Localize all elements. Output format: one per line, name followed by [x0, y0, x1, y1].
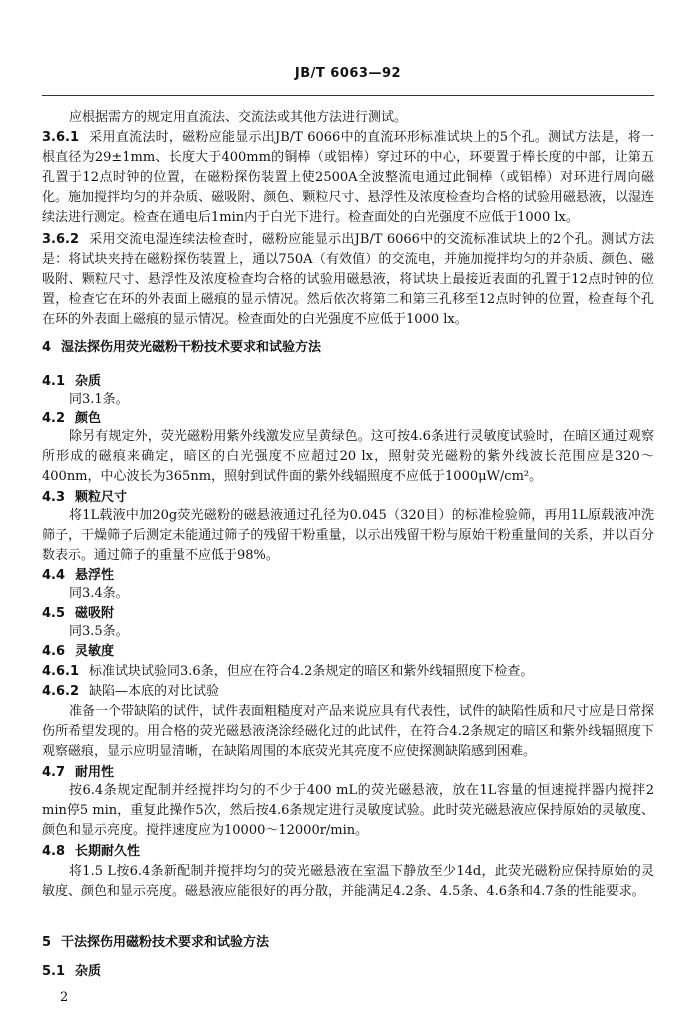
clause-text: 标准试块试验同3.6条，但应在符合4.2条规定的暗区和紫外线辐照度下检查。: [89, 664, 534, 679]
clause-4-2-text: 除另有规定外，荧光磁粉用紫外线激发应呈黄绿色。这可按4.6条进行灵敏度试验时，在暗区通过观察所形成的磁痕来确定，暗区的白光强度不应超过20 lx，照射荧光磁粉的紫外线波长范围应是320～400nm，中心波长为365nm，照射到试件面的紫外线辐照度不应低于1000μW/cm²。: [42, 429, 654, 484]
clause-number: 4.6.1: [42, 664, 80, 679]
header-rule: [42, 95, 654, 96]
section-title: 湿法探伤用荧光磁粉干粉技术要求和试验方法: [61, 340, 322, 355]
clause-4-6-1: [42, 662, 654, 682]
section-title: 干法探伤用磁粉技术要求和试验方法: [61, 935, 270, 950]
clause-4-1-heading: [42, 372, 654, 392]
clause-title: 灵敏度: [75, 644, 115, 659]
clause-text: 采用直流法时，磁粉应能显示出JB/T 6066中的直流环形标准试块上的5个孔。测试方法是，将一根直径为29±1mm、长度大于400mm的铜棒（或铝棒）穿过环的中心，环要置于棒长度的中部，让第五孔置于12点时钟的位置，在磁粉探伤装置上使2500A全波整流电通过此铜棒（或铝棒）对环进行周向磁化。施加搅拌均匀的并杂质、磁吸附、颜色、颗粒尺寸、悬浮性及浓度检查均合格的试验用磁悬液，以湿连续法进行测定。检查在通电后1min内于白光下进行。检查面处的白光强度不应低于1000 lx。: [42, 130, 654, 225]
clause-number: 4.6: [42, 644, 66, 659]
clause-title: 颜色: [75, 411, 102, 426]
clause-title: 杂质: [75, 374, 102, 389]
clause-4-1-text: 同3.1条。: [69, 392, 129, 407]
clause-number: 4.3: [42, 490, 66, 505]
clause-4-3-text: 将1L载液中加20g荧光磁粉的磁悬液通过孔径为0.045（320目）的标准检验筛，再用1L原载液冲洗筛子，干燥筛子后测定未能通过筛子的残留干粉重量，以示出残留干粉与原始干粉重量间的关系，并以百分数表示。通过筛子的重量不应低于98%。: [42, 508, 654, 563]
section-4-heading: [42, 338, 654, 358]
clause-4-7-heading: [42, 763, 654, 783]
clause-number: 4.1: [42, 374, 66, 389]
clause-text: 采用交流电湿连续法检查时，磁粉应能显示出JB/T 6066中的交流标准试块上的2个孔。测试方法是：将试块夹持在磁粉探伤装置上，通以750A（有效值）的交流电，并施加搅拌均匀的并杂质、颜色、磁吸附、颗粒尺寸、悬浮性及浓度检查均合格的试验用磁悬液，将试块上最接近表面的孔置于12点时钟的位置，检查它在环的外表面上磁痕的显示情况。然后依次将第二和第三孔移至12点时钟的位置，检查每个孔在环的外表面上磁痕的显示情况。检查面处的白光强度不应低于1000 lx。: [42, 232, 654, 327]
clause-4-7-text: 按6.4条规定配制并经搅拌均匀的不少于400 mL的荧光磁悬液，放在1L容量的恒速搅拌器内搅拌2 min停5 min，重复此操作5次，然后按4.6条规定进行灵敏度试验。此时荧光磁悬液应保持原始的灵敏度、颜色和显示亮度。搅拌速度应为10000～12000r/min。: [42, 783, 654, 838]
clause-number: 3.6.2: [42, 232, 80, 247]
clause-number: 4.7: [42, 765, 66, 780]
clause-3-6-2: [42, 230, 654, 330]
clause-title: 耐用性: [75, 765, 115, 780]
clause-number: 4.5: [42, 606, 66, 621]
clause-4-6-heading: [42, 642, 654, 662]
clause-4-3-heading: [42, 488, 654, 508]
clause-number: 4.2: [42, 411, 66, 426]
clause-number: 5.1: [42, 964, 66, 979]
standard-number-header: JB/T 6063—92: [294, 66, 402, 81]
page-number: 2: [60, 990, 69, 1005]
clause-title: 磁吸附: [75, 606, 115, 621]
clause-title: 悬浮性: [75, 568, 115, 583]
clause-4-2-heading: [42, 409, 654, 429]
intro-paragraph: 应根据需方的规定用直流法、交流法或其他方法进行测试。: [69, 110, 408, 125]
clause-number: 4.6.2: [42, 684, 80, 699]
clause-number: 4.8: [42, 844, 66, 859]
clause-number: 3.6.1: [42, 130, 80, 145]
clause-4-8-heading: [42, 842, 654, 862]
clause-4-6-2-text: 准备一个带缺陷的试件，试件表面粗糙度对产品来说应具有代表性，试件的缺陷性质和尺寸应是日常探伤所希望发现的。用合格的荧光磁悬液浇涂经磁化过的此试件，在符合4.2条规定的暗区和紫外线辐照度下观察磁痕，显示应明显清晰，在缺陷周围的本底荧光其亮度不应使探测缺陷感到困难。: [42, 704, 655, 759]
clause-title: 长期耐久性: [75, 844, 141, 859]
clause-title: 缺陷—本底的对比试验: [89, 684, 220, 699]
clause-title: 杂质: [75, 964, 102, 979]
clause-title: 颗粒尺寸: [75, 490, 128, 505]
clause-4-5-text: 同3.5条。: [69, 624, 129, 639]
clause-4-5-heading: [42, 604, 654, 624]
clause-4-4-text: 同3.4条。: [69, 586, 129, 601]
clause-3-6-1: [42, 128, 654, 228]
clause-4-8-text: 将1.5 L按6.4条新配制并搅拌均匀的荧光磁悬液在室温下静放至少14d，此荧光磁粉应保持原始的灵敏度、颜色和显示亮度。磁悬液应能很好的再分散，并能满足4.2条、4.5条、4.6条和4.7条的性能要求。: [42, 864, 654, 899]
clause-number: 4.4: [42, 568, 66, 583]
section-5-heading: [42, 933, 654, 953]
clause-5-1-heading: [42, 962, 654, 982]
clause-4-6-2-heading: [42, 682, 654, 702]
clause-4-4-heading: [42, 566, 654, 586]
section-number: 4: [42, 340, 52, 355]
section-number: 5: [42, 935, 52, 950]
